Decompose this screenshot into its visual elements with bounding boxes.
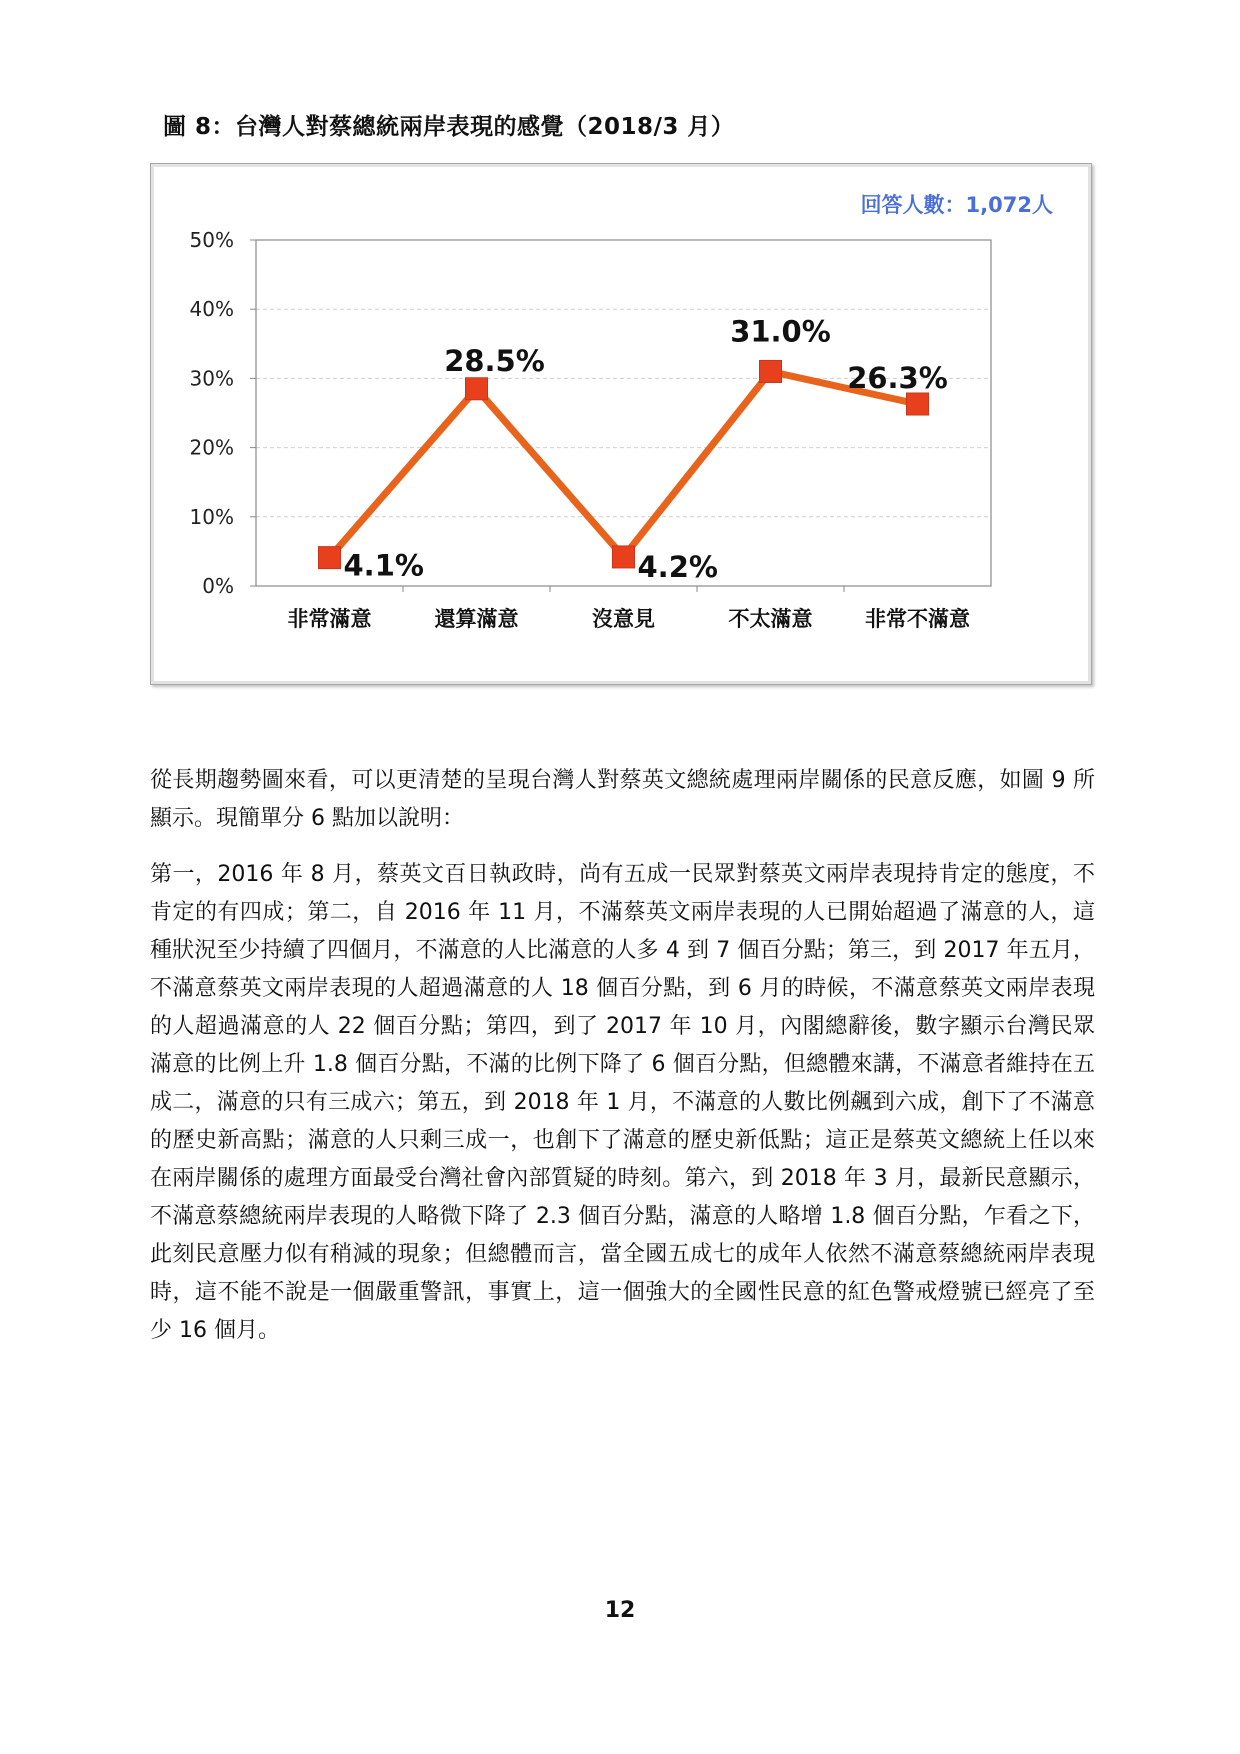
data-point-marker (907, 393, 929, 415)
x-category-label: 不太滿意 (728, 607, 813, 631)
data-point-marker (466, 378, 488, 400)
y-tick-label: 0% (202, 574, 234, 598)
data-value-label: 4.2% (637, 549, 718, 584)
y-tick-label: 10% (189, 504, 234, 529)
page-number: 12 (604, 1598, 636, 1623)
paragraph-points: 第一，2016 年 8 月，蔡英文百日執政時，尚有五成一民眾對蔡英文兩岸表現持肯定的態度，不肯定的有四成；第二，自 2016 年 11 月，不滿蔡英文兩岸表現的人已開始超過了滿意的人，這種狀況至少持續了四個月，不滿意的人比滿意的人多 4 到 7 個百分點；第三，到 2017 年五月，不滿意蔡英文兩岸表現的人超過滿意的人 18 個百分點，到 6 月的時候，不滿意蔡英文兩岸表現的人超過滿意的人 22 個百分點；第四，到了 2017 年 10 月，內閣總辭後，數字顯示台灣民眾滿意的比例上升 1.8 個百分點，不滿的比例下降了 6 個百分點，但總體來講，不滿意者維持在五成二，滿意的只有三成六；第五，到 2018 年 1 月，不滿意的人數比例飆到六成，創下了不滿意的歷史新高點；滿意的人只剩三成一，也創下了滿意的歷史新低點；這正是蔡英文總統上任以來在兩岸關係的處理方面最受台灣社會內部質疑的時刻。第六，到 2018 年 3 月，最新民意顯示，不滿意蔡總統兩岸表現的人略微下降了 2.3 個百分點，滿意的人略增 1.8 個百分點，乍看之下，此刻民意壓力似有稍減的現象；但總體而言，當全國五成七的成年人依然不滿意蔡總統兩岸表現時，這不能不說是一個嚴重警訊，事實上，這一個強大的全國性民意的紅色警戒燈號已經亮了至少 16 個月。 (150, 862, 1095, 1343)
data-point-marker (319, 547, 341, 569)
data-value-label: 26.3% (847, 361, 948, 396)
chart-frame (150, 163, 1092, 685)
y-tick-label: 40% (189, 297, 234, 322)
respondents-count: 回答人數：1,072人 (860, 193, 1053, 217)
data-value-label: 28.5% (444, 343, 545, 378)
y-tick-label: 50% (189, 228, 234, 252)
x-category-label: 非常不滿意 (865, 607, 970, 631)
x-category-label: 還算滿意 (434, 607, 519, 631)
line-chart (151, 164, 1091, 684)
data-point-marker (760, 360, 782, 382)
data-value-label: 31.0% (730, 314, 831, 349)
paragraph-intro: 從長期趨勢圖來看，可以更清楚的呈現台灣人對蔡英文總統處理兩岸關係的民意反應，如圖 9 所顯示。現簡單分 6 點加以說明： (150, 768, 1095, 831)
data-point-marker (613, 546, 635, 568)
plot-area (256, 240, 991, 586)
figure-title: 圖 8：台灣人對蔡總統兩岸表現的感覺（2018/3 月） (163, 114, 735, 140)
series-line (330, 371, 918, 557)
y-tick-label: 20% (189, 435, 234, 460)
x-category-label: 非常滿意 (287, 607, 372, 631)
data-value-label: 4.1% (343, 548, 424, 583)
y-tick-label: 30% (189, 366, 234, 391)
x-category-label: 沒意見 (592, 607, 655, 631)
